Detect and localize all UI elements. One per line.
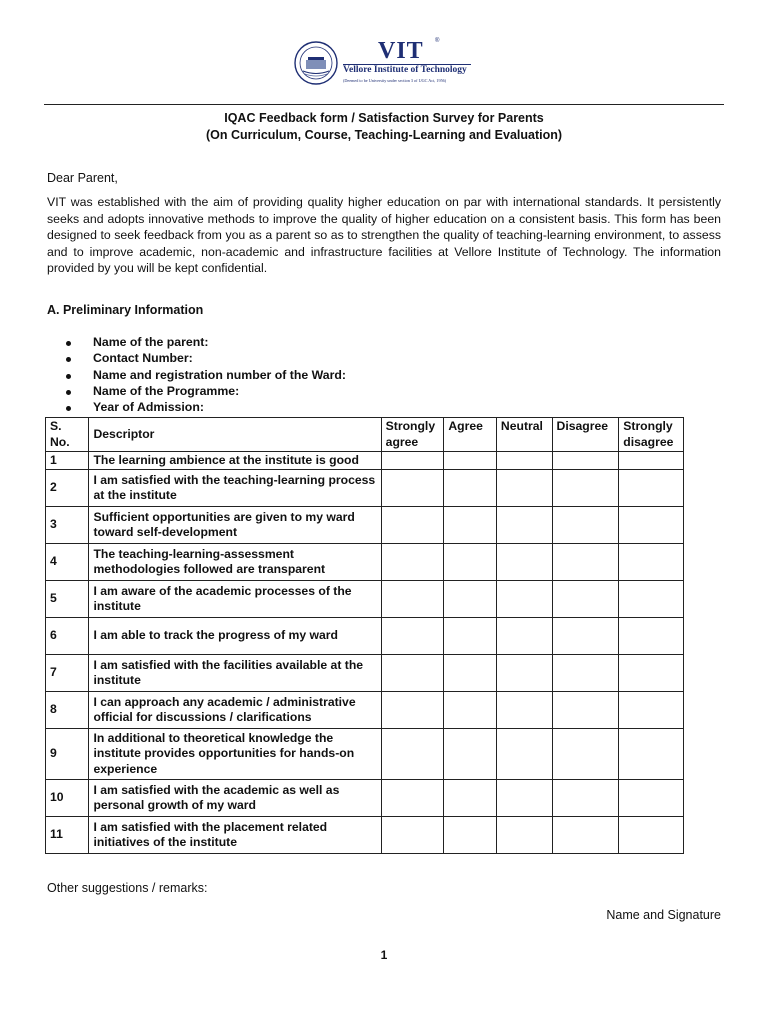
row-descriptor: The learning ambience at the institute is good (89, 452, 381, 470)
rating-cell-neutral[interactable] (496, 544, 552, 581)
rating-cell-agree[interactable] (444, 507, 497, 544)
row-number: 6 (46, 618, 89, 655)
col-header-strongly-disagree: Strongly disagree (619, 418, 684, 452)
rating-cell-strongly-disagree[interactable] (619, 692, 684, 729)
row-number: 5 (46, 581, 89, 618)
bullet-icon (66, 374, 71, 379)
page-number: 1 (380, 948, 388, 962)
table-row (46, 507, 684, 544)
section-a-heading: A. Preliminary Information (47, 303, 204, 317)
row-number: 1 (46, 452, 89, 470)
rating-cell-strongly-agree[interactable] (381, 817, 444, 854)
form-subtitle: (On Curriculum, Course, Teaching-Learning and Evaluation) (205, 128, 563, 142)
rating-cell-neutral[interactable] (496, 618, 552, 655)
rating-cell-strongly-agree[interactable] (381, 544, 444, 581)
table-row (46, 817, 684, 854)
table-row (46, 618, 684, 655)
rating-cell-neutral[interactable] (496, 655, 552, 692)
intro-paragraph: VIT was established with the aim of providing quality higher education on par with international standards. It persistently seeks and adopts innovative methods to improve the quality of higher education on a consistent basis. This form has been designed to seek feedback from you as a parent so as to strengthen the quality of teaching-learning environment, to assess and to improve academic, non-academic and infrastructure facilities at Vellore Institute of Technology. The information provided by you will be kept confidential. (47, 195, 721, 276)
rating-cell-strongly-disagree[interactable] (619, 581, 684, 618)
form-title: IQAC Feedback form / Satisfaction Survey for Parents (224, 111, 544, 125)
rating-cell-strongly-disagree[interactable] (619, 470, 684, 507)
table-header-row (46, 418, 684, 452)
logo-wordmark: VIT (378, 38, 424, 64)
prelim-item (66, 335, 346, 351)
row-descriptor: I am satisfied with the placement related initiatives of the institute (89, 817, 381, 854)
other-suggestions-label: Other suggestions / remarks: (47, 881, 208, 895)
rating-cell-agree[interactable] (444, 692, 497, 729)
prelim-item-label: Name and registration number of the Ward: (93, 367, 347, 382)
rating-cell-strongly-agree[interactable] (381, 692, 444, 729)
table-row (46, 470, 684, 507)
rating-cell-disagree[interactable] (552, 581, 619, 618)
row-number: 3 (46, 507, 89, 544)
rating-cell-disagree[interactable] (552, 507, 619, 544)
prelim-item (66, 368, 346, 384)
rating-cell-strongly-disagree[interactable] (619, 655, 684, 692)
prelim-item (66, 400, 346, 416)
rating-cell-strongly-agree[interactable] (381, 618, 444, 655)
table-row (46, 780, 684, 817)
salutation: Dear Parent, (47, 171, 118, 185)
rating-cell-neutral[interactable] (496, 817, 552, 854)
bullet-icon (66, 357, 71, 362)
row-descriptor: In additional to theoretical knowledge the institute provides opportunities for hands-on experience (89, 729, 381, 780)
university-seal-icon (294, 41, 338, 85)
rating-cell-agree[interactable] (444, 817, 497, 854)
rating-cell-neutral[interactable] (496, 507, 552, 544)
rating-cell-agree[interactable] (444, 780, 497, 817)
row-descriptor: Sufficient opportunities are given to my ward toward self-development (89, 507, 381, 544)
rating-cell-disagree[interactable] (552, 729, 619, 780)
row-descriptor: The teaching-learning-assessment methodologies followed are transparent (89, 544, 381, 581)
rating-cell-strongly-disagree[interactable] (619, 729, 684, 780)
rating-cell-agree[interactable] (444, 470, 497, 507)
rating-cell-strongly-agree[interactable] (381, 729, 444, 780)
rating-cell-strongly-disagree[interactable] (619, 618, 684, 655)
rating-cell-strongly-agree[interactable] (381, 507, 444, 544)
table-row (46, 729, 684, 780)
row-number: 8 (46, 692, 89, 729)
row-number: 2 (46, 470, 89, 507)
rating-cell-strongly-disagree[interactable] (619, 780, 684, 817)
prelim-item-label: Name of the Programme: (93, 383, 240, 398)
rating-cell-strongly-agree[interactable] (381, 581, 444, 618)
name-and-signature-label: Name and Signature (606, 908, 721, 922)
row-descriptor: I am aware of the academic processes of the institute (89, 581, 381, 618)
prelim-item-label: Year of Admission: (93, 400, 204, 415)
rating-cell-disagree[interactable] (552, 470, 619, 507)
rating-cell-strongly-disagree[interactable] (619, 507, 684, 544)
row-number: 10 (46, 780, 89, 817)
col-header-sno: S. No. (46, 418, 89, 452)
rating-cell-strongly-disagree[interactable] (619, 452, 684, 470)
rating-cell-strongly-agree[interactable] (381, 780, 444, 817)
rating-cell-disagree[interactable] (552, 618, 619, 655)
rating-cell-agree[interactable] (444, 655, 497, 692)
satisfaction-survey-table (45, 417, 684, 854)
preliminary-info-list (66, 335, 346, 416)
table-row (46, 581, 684, 618)
row-descriptor: I am satisfied with the teaching-learning process at the institute (89, 470, 381, 507)
bullet-icon (66, 406, 71, 411)
rating-cell-neutral[interactable] (496, 470, 552, 507)
rating-cell-neutral[interactable] (496, 452, 552, 470)
prelim-item (66, 384, 346, 400)
vit-logo (294, 38, 474, 88)
rating-cell-strongly-agree[interactable] (381, 655, 444, 692)
table-row (46, 692, 684, 729)
rating-cell-strongly-agree[interactable] (381, 452, 444, 470)
table-row (46, 452, 684, 470)
row-number: 9 (46, 729, 89, 780)
row-number: 11 (46, 817, 89, 854)
col-header-disagree: Disagree (552, 418, 619, 452)
rating-cell-disagree[interactable] (552, 655, 619, 692)
rating-cell-agree[interactable] (444, 581, 497, 618)
institute-name: Vellore Institute of Technology (343, 65, 467, 75)
row-number: 4 (46, 544, 89, 581)
row-descriptor: I am satisfied with the academic as well as personal growth of my ward (89, 780, 381, 817)
rating-cell-agree[interactable] (444, 544, 497, 581)
registered-mark: ® (435, 38, 440, 44)
table-row (46, 655, 684, 692)
col-header-neutral: Neutral (496, 418, 552, 452)
row-number: 7 (46, 655, 89, 692)
rating-cell-neutral[interactable] (496, 692, 552, 729)
bullet-icon (66, 341, 71, 346)
rating-cell-agree[interactable] (444, 729, 497, 780)
col-header-descriptor: Descriptor (89, 418, 381, 452)
table-row (46, 544, 684, 581)
institute-subtitle: (Deemed to be University under section 3 of UGC Act, 1956) (343, 78, 447, 83)
prelim-item-label: Name of the parent: (93, 335, 209, 349)
rating-cell-agree[interactable] (444, 452, 497, 470)
col-header-strongly-agree: Strongly agree (381, 418, 444, 452)
rating-cell-strongly-agree[interactable] (381, 470, 444, 507)
rating-cell-strongly-disagree[interactable] (619, 544, 684, 581)
rating-cell-strongly-disagree[interactable] (619, 817, 684, 854)
header-divider (44, 104, 724, 105)
rating-cell-disagree[interactable] (552, 780, 619, 817)
row-descriptor: I am satisfied with the facilities available at the institute (89, 655, 381, 692)
row-descriptor: I can approach any academic / administrative official for discussions / clarifications (89, 692, 381, 729)
rating-cell-neutral[interactable] (496, 780, 552, 817)
rating-cell-neutral[interactable] (496, 729, 552, 780)
rating-cell-disagree[interactable] (552, 692, 619, 729)
rating-cell-disagree[interactable] (552, 544, 619, 581)
rating-cell-disagree[interactable] (552, 452, 619, 470)
rating-cell-agree[interactable] (444, 618, 497, 655)
prelim-item-label: Contact Number: (93, 351, 193, 366)
prelim-item (66, 351, 346, 367)
rating-cell-neutral[interactable] (496, 581, 552, 618)
bullet-icon (66, 390, 71, 395)
rating-cell-disagree[interactable] (552, 817, 619, 854)
col-header-agree: Agree (444, 418, 497, 452)
row-descriptor: I am able to track the progress of my ward (89, 618, 381, 655)
